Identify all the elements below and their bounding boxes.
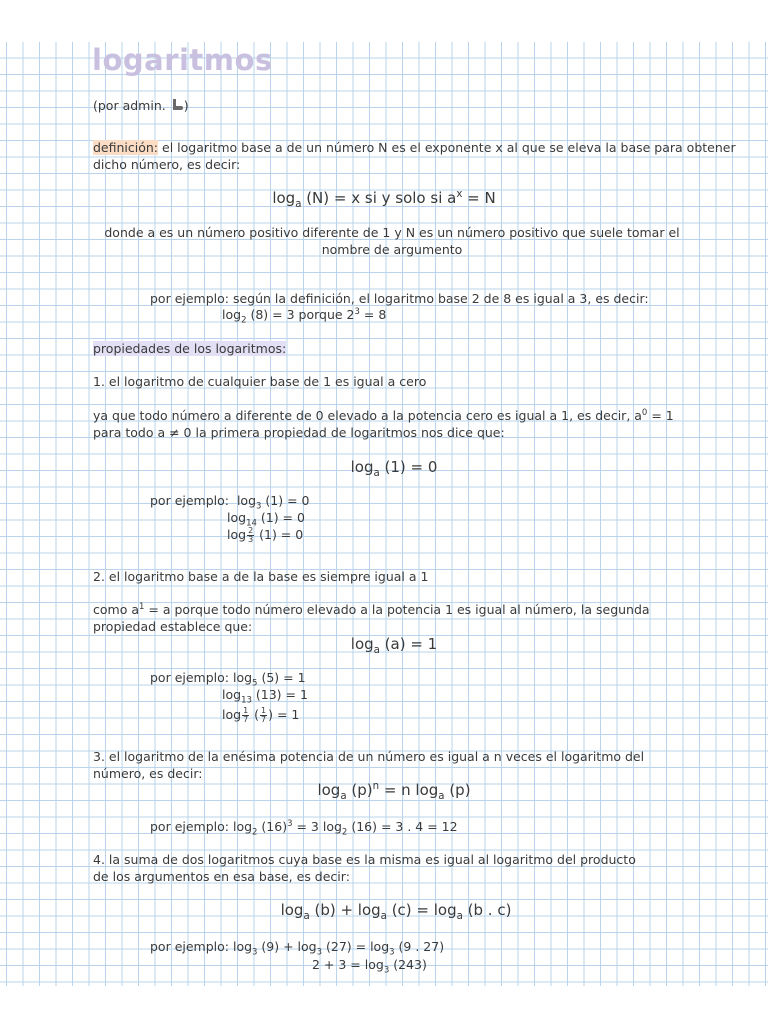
log-base: 3 <box>252 947 258 958</box>
formula-exponent: x <box>456 189 463 200</box>
log-base: 3 <box>383 965 390 976</box>
log-base: 3 <box>316 947 323 958</box>
example-mid: (8) = 3 porque 2 <box>246 307 355 322</box>
prop1-example-1 <box>150 492 310 512</box>
formula-tail: (a) = 1 <box>379 635 438 653</box>
example-tail: (1) = 0 <box>261 493 310 508</box>
example-tail: (9 . 27) <box>394 939 445 954</box>
prop1-title: 1. el logaritmo de cualquier base de 1 es igual a cero <box>93 374 427 389</box>
formula-tail: (b . c) <box>462 901 512 919</box>
log-text: log <box>350 635 374 653</box>
example-tail: = 8 <box>359 307 387 322</box>
example-tail: (5) = 1 <box>257 670 306 685</box>
prop2-exponent: 1 <box>138 601 145 612</box>
log-base: 3 <box>389 947 395 958</box>
log-text: log <box>222 707 242 722</box>
log-text: log <box>236 493 257 508</box>
definition-line1 <box>93 139 736 156</box>
bottom-margin <box>0 986 768 1024</box>
log-base: a <box>373 645 380 656</box>
log-text: log <box>227 527 247 542</box>
fraction-base <box>247 527 254 544</box>
example-lead: por ejemplo: <box>150 670 229 685</box>
log-base: 2 <box>252 827 258 838</box>
prop4-example-2 <box>312 956 427 976</box>
log-base: 2 <box>241 315 247 326</box>
paren-open: ( <box>250 707 260 722</box>
log-text: log <box>222 687 242 702</box>
log-base: a <box>438 791 445 802</box>
prop2-title: 2. el logaritmo base a de la base es siempre igual a 1 <box>93 569 429 584</box>
definition-label: definición: <box>93 140 159 155</box>
fraction-argument <box>260 707 267 724</box>
example-mid: = 3 log <box>292 819 342 834</box>
formula-mid: = n log <box>379 781 439 799</box>
log-base: 14 <box>246 518 257 529</box>
prop4-example-1 <box>150 938 445 958</box>
properties-heading <box>93 340 286 357</box>
log-text: log <box>350 458 374 476</box>
fraction-denominator: 7 <box>261 715 267 724</box>
log-base: 3 <box>256 501 262 512</box>
example-def-line2 <box>222 306 387 326</box>
formula-tail: (p) <box>444 781 471 799</box>
example-tail: ) = 1 <box>268 707 300 722</box>
formula-part2: (c) = log <box>386 901 457 919</box>
prop1-formula <box>0 457 768 477</box>
prop4-title: 4. la suma de dos logaritmos cuya base es la misma es igual al logaritmo del producto de los argumentos en esa base, es decir: <box>93 852 636 884</box>
log-text: log <box>232 670 253 685</box>
example-tail: (16) = 3 . 4 = 12 <box>347 819 458 834</box>
example-def-line1: por ejemplo: según la definición, el logaritmo base 2 de 8 es igual a 3, es decir: <box>150 291 649 306</box>
log-text: log <box>222 307 242 322</box>
formula-part1: (b) + log <box>309 901 381 919</box>
example-lead: por ejemplo: log <box>150 819 253 834</box>
prop3-example <box>150 818 458 838</box>
fraction-numerator: 1 <box>261 706 267 715</box>
prop2-text-b: = a porque todo número elevado a la potencia 1 es igual al número, la segunda propiedad establece que: <box>93 602 650 634</box>
fraction-denominator: 3 <box>248 535 254 544</box>
definition-note: donde a es un número positivo diferente de 1 y N es un número positivo que suele tomar el nombre de argumento <box>104 225 680 257</box>
formula-arg: (N) = x si y solo si a <box>301 189 457 207</box>
example-part2: (27) = log <box>322 939 390 954</box>
formula-arg: (p) <box>346 781 373 799</box>
definition-line2: dicho número, es decir: <box>93 157 241 172</box>
log-base: 13 <box>241 695 252 706</box>
fraction-numerator: 1 <box>243 706 249 715</box>
formula-exponent: n <box>372 781 380 792</box>
log-text: log <box>317 781 341 799</box>
example-part1: (9) + log <box>257 939 317 954</box>
example-lead: por ejemplo: log <box>150 939 253 954</box>
definition-text-1: el logaritmo base a de un número N es el exponente x al que se eleva la base para obtener <box>158 140 736 155</box>
properties-heading-text: propiedades de los logaritmos: <box>93 341 287 356</box>
example-pre: 2 + 3 = log <box>312 957 384 972</box>
byline-suffix: ) <box>183 98 189 113</box>
prop3-title: 3. el logaritmo de la enésima potencia de un número es igual a n veces el logaritmo del número, es decir: <box>93 749 645 781</box>
prop1-text-a: ya que todo número a diferente de 0 elevado a la potencia cero es igual a 1, es decir, a <box>93 408 642 423</box>
example-exponent: 3 <box>287 818 293 829</box>
fraction-denominator: 7 <box>243 715 249 724</box>
prop2-formula <box>0 634 768 654</box>
prop1-example-3 <box>227 526 303 544</box>
page-title: logaritmos <box>92 43 273 77</box>
prop3-formula <box>0 780 768 800</box>
top-margin <box>0 0 768 42</box>
definition-formula <box>0 188 768 208</box>
foot-icon <box>170 98 184 112</box>
prop2-example-2 <box>222 686 308 706</box>
prop1-example-2 <box>227 509 305 529</box>
example-arg: (16) <box>257 819 288 834</box>
log-base: a <box>373 468 380 479</box>
example-tail: (13) = 1 <box>251 687 308 702</box>
prop2-example-1 <box>150 669 306 689</box>
log-base: a <box>303 911 310 922</box>
byline <box>93 97 189 114</box>
log-text: log <box>280 901 304 919</box>
fraction-numerator: 2 <box>248 526 254 535</box>
log-base: a <box>295 199 302 210</box>
prop2-text-a: como a <box>93 602 139 617</box>
example-tail: (243) <box>389 957 427 972</box>
example-exponent: 3 <box>354 306 360 317</box>
fraction-base <box>242 707 249 724</box>
log-base: a <box>456 911 463 922</box>
prop4-formula <box>0 900 768 920</box>
log-base: a <box>380 911 387 922</box>
log-base: 2 <box>341 827 348 838</box>
prop1-exponent: 0 <box>641 407 648 418</box>
prop2-example-3 <box>222 706 299 724</box>
example-tail: (1) = 0 <box>255 527 304 542</box>
log-base: a <box>340 791 347 802</box>
log-base: 5 <box>252 678 258 689</box>
formula-tail: = N <box>462 189 496 207</box>
formula-tail: (1) = 0 <box>379 458 438 476</box>
example-tail: (1) = 0 <box>256 510 305 525</box>
example-lead: por ejemplo: <box>150 493 229 508</box>
prop1-text-b: = 1 para todo a ≠ 0 la primera propiedad de logaritmos nos dice que: <box>93 408 674 440</box>
prop2-text <box>93 601 673 635</box>
byline-prefix: (por admin. <box>93 98 166 113</box>
prop1-text <box>93 407 693 441</box>
log-text: log <box>272 189 296 207</box>
log-text: log <box>227 510 247 525</box>
